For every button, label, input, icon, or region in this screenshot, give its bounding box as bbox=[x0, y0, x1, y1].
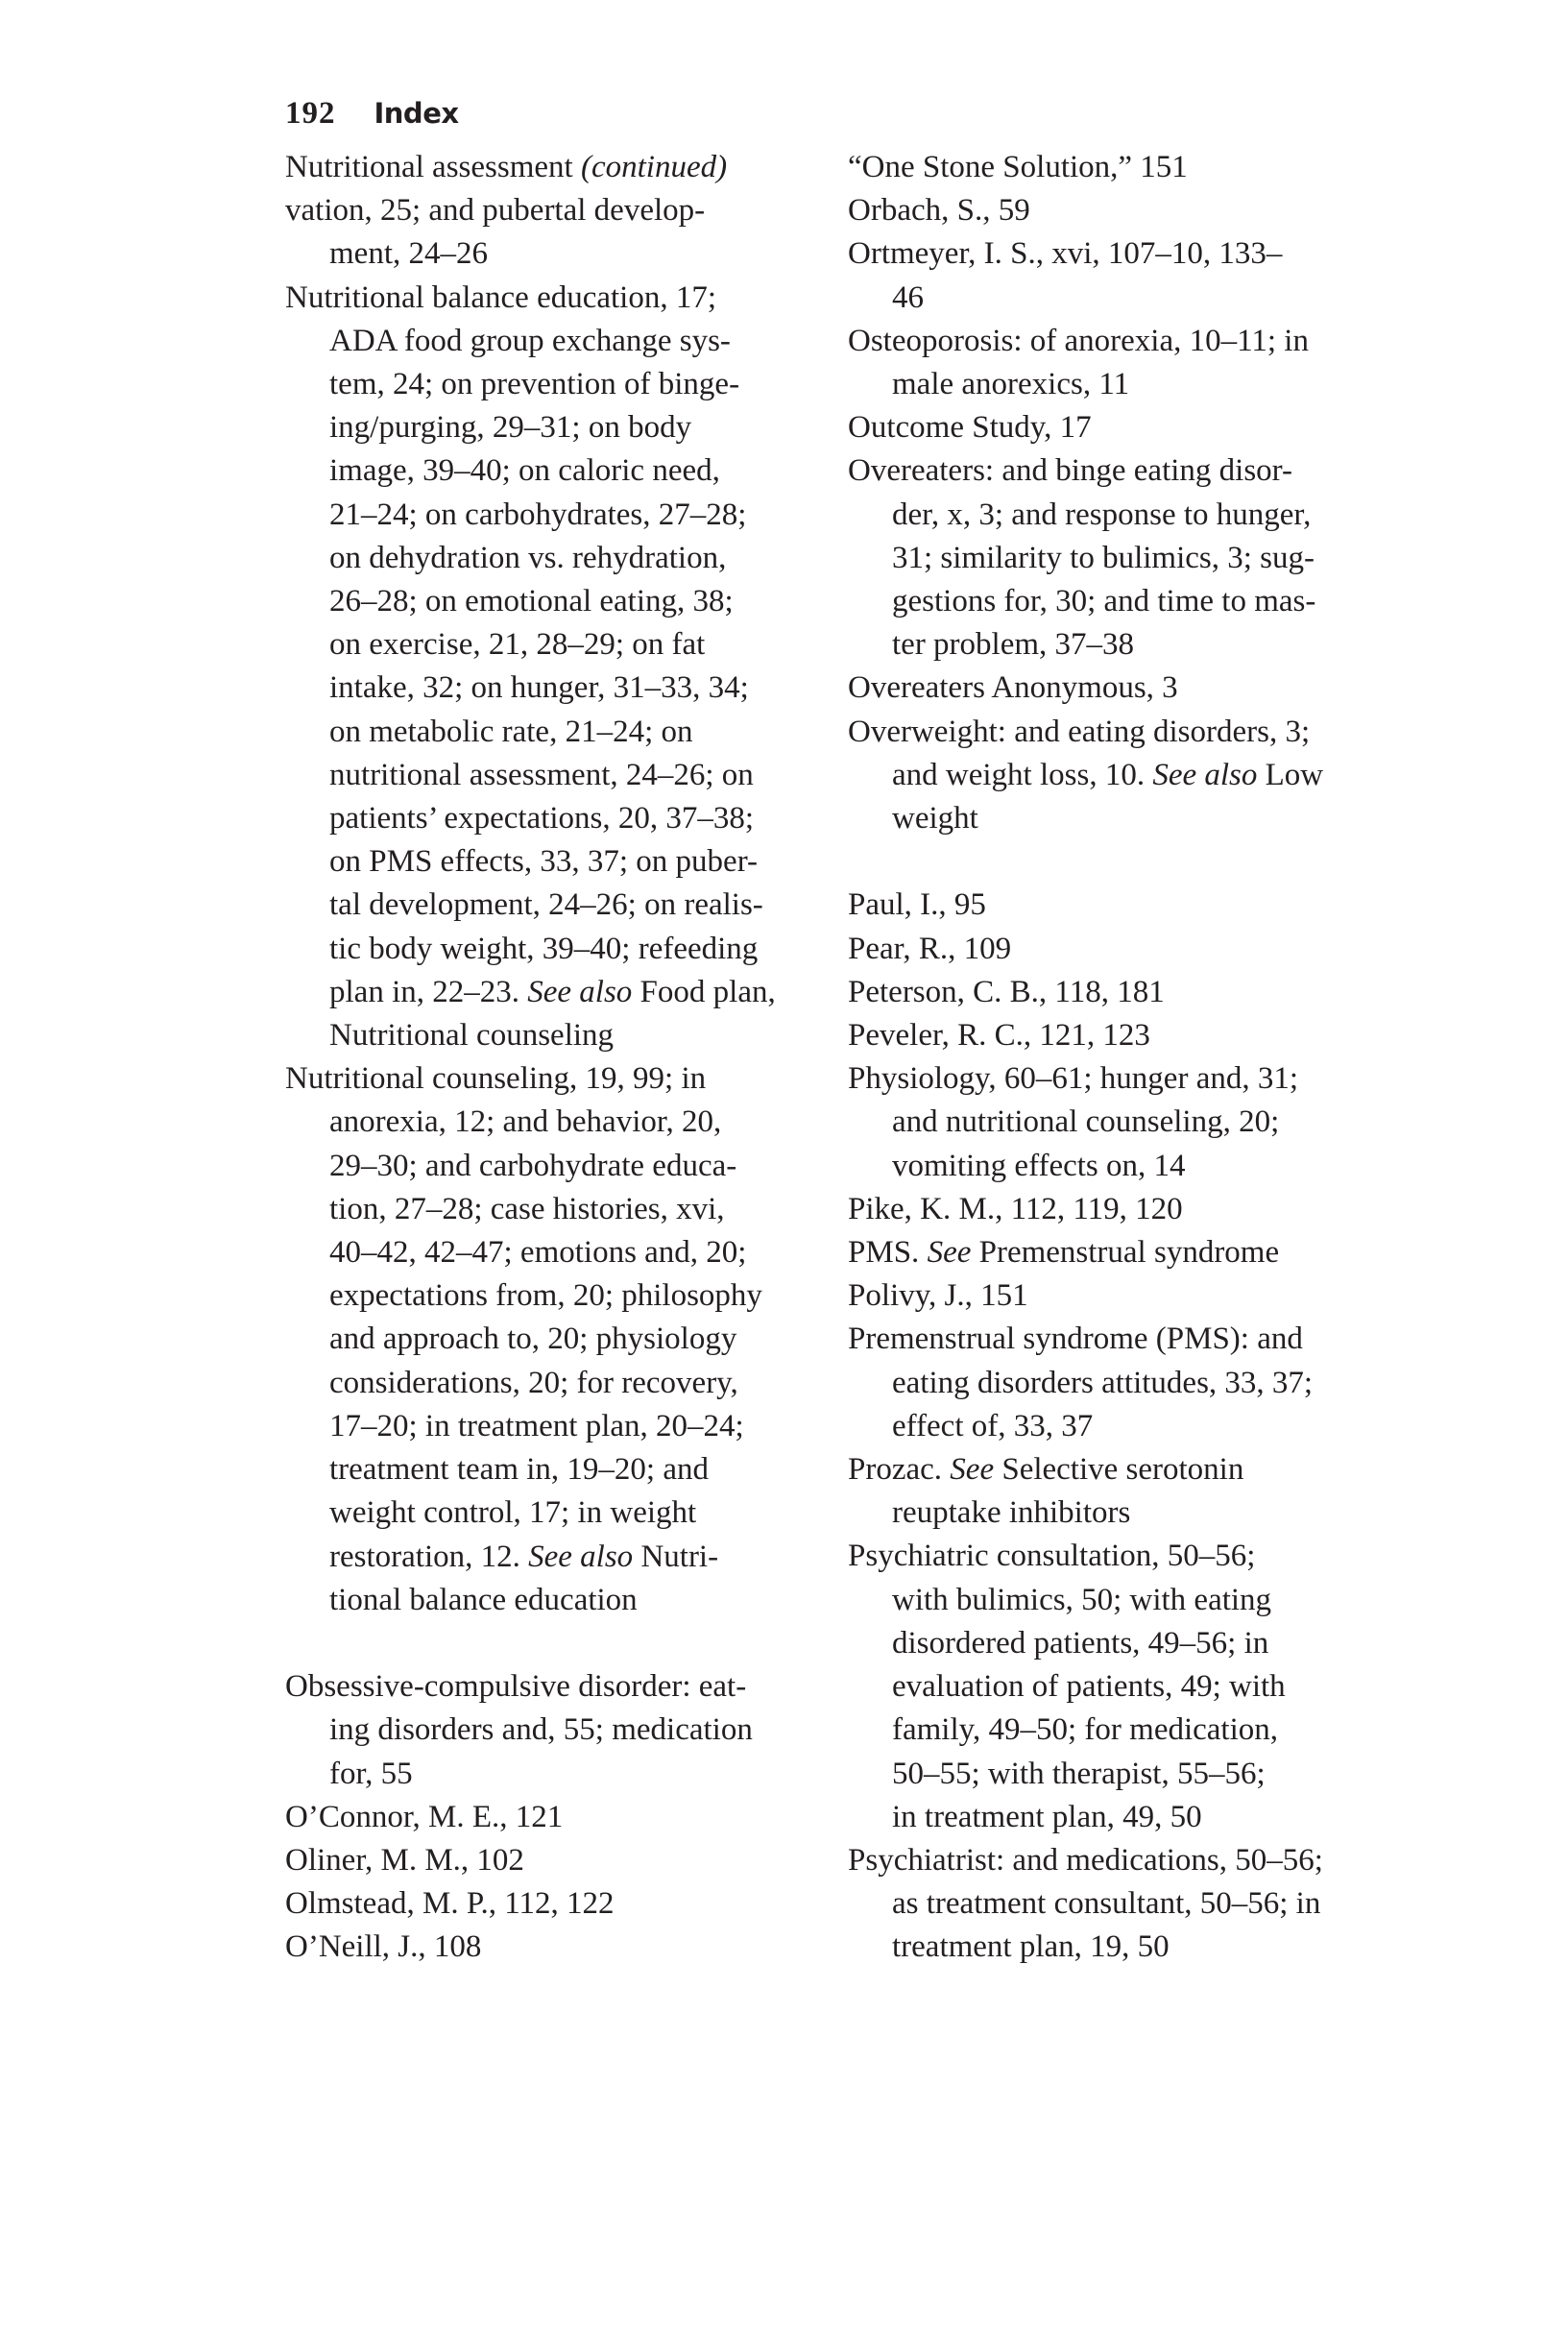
index-subline bbox=[285, 363, 804, 406]
entry-text: Olmstead, M. P., 112, 122 bbox=[285, 1886, 615, 1922]
cross-reference-label: See bbox=[927, 1235, 972, 1271]
entry-text: tional balance education bbox=[329, 1582, 638, 1617]
index-subline bbox=[285, 711, 804, 754]
index-subline bbox=[285, 1405, 804, 1448]
index-headline bbox=[848, 449, 1366, 493]
index-subline bbox=[848, 754, 1366, 797]
entry-text: Nutritional balance education, 17; bbox=[285, 279, 717, 315]
index-subline bbox=[848, 1145, 1366, 1188]
index-headline bbox=[285, 1926, 804, 1969]
entry-text: expectations from, 20; philosophy bbox=[329, 1278, 762, 1314]
entry-text: Psychiatric consultation, 50–56; bbox=[848, 1539, 1256, 1574]
entry-text: Overweight: and eating disorders, 3; bbox=[848, 714, 1311, 749]
index-subline bbox=[285, 1231, 804, 1274]
entry-text: der, x, 3; and response to hunger, bbox=[892, 497, 1312, 532]
index-subline bbox=[848, 363, 1366, 406]
entry-text: Pear, R., 109 bbox=[848, 931, 1012, 966]
index-subline bbox=[285, 797, 804, 840]
index-subline bbox=[848, 277, 1366, 320]
entry-text: in treatment plan, 49, 50 bbox=[892, 1799, 1202, 1834]
entry-text: male anorexics, 11 bbox=[892, 367, 1130, 402]
entry-text: Nutritional counseling bbox=[329, 1018, 615, 1054]
entry-text: tic body weight, 39–40; refeeding bbox=[329, 931, 759, 966]
index-subline bbox=[285, 1188, 804, 1231]
index-headline bbox=[848, 1188, 1366, 1231]
index-subline bbox=[285, 1753, 804, 1796]
entry-text: Polivy, J., 151 bbox=[848, 1278, 1028, 1314]
index-subline bbox=[285, 1274, 804, 1318]
index-subline bbox=[285, 1448, 804, 1491]
entry-text: Oliner, M. M., 102 bbox=[285, 1842, 524, 1878]
entry-text: and weight loss, 10. bbox=[892, 757, 1153, 792]
entry-text: with bulimics, 50; with eating bbox=[892, 1582, 1272, 1617]
index-subline bbox=[848, 1709, 1366, 1752]
index-headline bbox=[848, 1318, 1366, 1361]
index-entry bbox=[285, 1057, 804, 1622]
entry-text: restoration, 12. bbox=[329, 1539, 529, 1574]
index-headline bbox=[285, 1796, 804, 1839]
entry-text: Obsessive-compulsive disorder: eat- bbox=[285, 1669, 747, 1705]
entry-text: ing/purging, 29–31; on body bbox=[329, 410, 692, 446]
entry-text: anorexia, 12; and behavior, 20, bbox=[329, 1104, 722, 1140]
entry-text: effect of, 33, 37 bbox=[892, 1408, 1094, 1443]
entry-text: treatment team in, 19–20; and bbox=[329, 1452, 709, 1488]
letter-group-gap bbox=[285, 1622, 804, 1665]
entry-text: Orbach, S., 59 bbox=[848, 193, 1030, 229]
cross-reference-label: (continued) bbox=[580, 150, 728, 184]
entry-text: tal development, 24–26; on realis- bbox=[329, 887, 763, 923]
cross-reference-target: Food plan, bbox=[632, 974, 776, 1009]
index-entry bbox=[848, 1274, 1366, 1318]
index-headline bbox=[848, 146, 1366, 189]
index-column-right bbox=[848, 146, 1366, 1970]
index-subline bbox=[285, 884, 804, 927]
index-subline bbox=[285, 449, 804, 493]
index-subline bbox=[848, 1796, 1366, 1839]
index-headline bbox=[848, 1231, 1366, 1274]
index-headline bbox=[848, 1448, 1366, 1491]
index-subline bbox=[285, 971, 804, 1014]
entry-text: and nutritional counseling, 20; bbox=[892, 1104, 1280, 1140]
index-entry bbox=[848, 884, 1366, 927]
entry-text: 46 bbox=[892, 279, 924, 315]
index-subline bbox=[285, 1362, 804, 1405]
cross-reference-label: See bbox=[950, 1452, 995, 1488]
index-entry bbox=[848, 711, 1366, 841]
entry-text: 29–30; and carbohydrate educa- bbox=[329, 1148, 737, 1183]
entry-text: on dehydration vs. rehydration, bbox=[329, 540, 727, 575]
entry-text: Prozac. bbox=[848, 1452, 951, 1488]
index-subline bbox=[848, 623, 1366, 667]
index-entry bbox=[848, 928, 1366, 971]
index-subline bbox=[848, 1926, 1366, 1969]
index-headline bbox=[285, 1839, 804, 1882]
index-subline bbox=[285, 1014, 804, 1057]
entry-text: Pike, K. M., 112, 119, 120 bbox=[848, 1191, 1183, 1226]
index-headline bbox=[848, 1839, 1366, 1882]
entry-text: tem, 24; on prevention of binge- bbox=[329, 367, 740, 402]
entry-text: Overeaters: and binge eating disor- bbox=[848, 453, 1292, 489]
index-subline bbox=[848, 797, 1366, 840]
index-headline bbox=[285, 1882, 804, 1926]
entry-text: Physiology, 60–61; hunger and, 31; bbox=[848, 1061, 1299, 1097]
entry-text: Peveler, R. C., 121, 123 bbox=[848, 1018, 1150, 1054]
index-headline bbox=[285, 1057, 804, 1101]
entry-text: reuptake inhibitors bbox=[892, 1495, 1131, 1531]
entry-text: Overeaters Anonymous, 3 bbox=[848, 670, 1178, 706]
index-entry bbox=[848, 667, 1366, 710]
entry-text: family, 49–50; for medication, bbox=[892, 1712, 1279, 1748]
cross-reference-target: Nutri- bbox=[633, 1539, 719, 1574]
index-headline bbox=[848, 1274, 1366, 1318]
entry-text: weight bbox=[892, 801, 978, 837]
index-headline bbox=[848, 884, 1366, 927]
cross-reference-target: Premenstrual syndrome bbox=[971, 1235, 1280, 1271]
index-subline bbox=[848, 1491, 1366, 1535]
index-entry bbox=[285, 1665, 804, 1796]
index-headline bbox=[848, 189, 1366, 232]
index-headline bbox=[848, 667, 1366, 710]
index-headline bbox=[285, 1665, 804, 1709]
index-entry bbox=[285, 1926, 804, 1969]
index-entry bbox=[848, 232, 1366, 319]
index-entry bbox=[848, 1839, 1366, 1970]
cross-reference-label: See also bbox=[1152, 757, 1258, 792]
entry-text: ing disorders and, 55; medication bbox=[329, 1712, 753, 1748]
index-entry bbox=[285, 1796, 804, 1839]
index-column-left bbox=[285, 146, 804, 1970]
entry-text: 21–24; on carbohydrates, 27–28; bbox=[329, 497, 747, 532]
index-subline bbox=[848, 1665, 1366, 1709]
index-entry bbox=[285, 146, 804, 277]
index-subline bbox=[848, 537, 1366, 580]
index-entry bbox=[285, 1882, 804, 1926]
entry-text: Outcome Study, 17 bbox=[848, 410, 1092, 446]
index-headline bbox=[848, 1057, 1366, 1101]
index-headline bbox=[848, 711, 1366, 754]
index-subline bbox=[848, 1362, 1366, 1405]
index-headline bbox=[848, 1535, 1366, 1578]
index-headline bbox=[285, 189, 804, 232]
index-subline bbox=[285, 494, 804, 537]
entry-text: O’Connor, M. E., 121 bbox=[285, 1799, 564, 1834]
index-headline bbox=[285, 146, 804, 189]
index-headline bbox=[848, 928, 1366, 971]
index-entry bbox=[848, 1448, 1366, 1535]
index-entry bbox=[848, 1318, 1366, 1448]
index-entry bbox=[848, 146, 1366, 189]
index-subline bbox=[285, 1709, 804, 1752]
index-subline bbox=[848, 580, 1366, 623]
page-number: 192 bbox=[285, 96, 336, 131]
entry-text: Ortmeyer, I. S., xvi, 107–10, 133– bbox=[848, 236, 1283, 272]
entry-text: Nutritional assessment bbox=[285, 150, 581, 184]
index-subline bbox=[285, 537, 804, 580]
cross-reference-label: See also bbox=[528, 1539, 634, 1574]
section-title: Index bbox=[374, 97, 459, 130]
entry-text: Peterson, C. B., 118, 181 bbox=[848, 974, 1165, 1009]
entry-text: Premenstrual syndrome (PMS): and bbox=[848, 1321, 1303, 1357]
entry-text: vation, 25; and pubertal develop- bbox=[285, 193, 706, 229]
index-subline bbox=[285, 232, 804, 276]
entry-text: ter problem, 37–38 bbox=[892, 627, 1135, 663]
entry-text: ADA food group exchange sys- bbox=[329, 323, 731, 358]
index-subline bbox=[848, 1882, 1366, 1926]
index-subline bbox=[285, 406, 804, 449]
entry-text: treatment plan, 19, 50 bbox=[892, 1929, 1170, 1965]
entry-text: O’Neill, J., 108 bbox=[285, 1929, 482, 1965]
index-entry bbox=[848, 189, 1366, 232]
cross-reference-target: Low bbox=[1257, 757, 1324, 792]
entry-text: 26–28; on emotional eating, 38; bbox=[329, 584, 734, 619]
index-subline bbox=[285, 840, 804, 884]
entry-text: on exercise, 21, 28–29; on fat bbox=[329, 627, 706, 663]
index-subline bbox=[285, 1579, 804, 1622]
entry-text: Osteoporosis: of anorexia, 10–11; in bbox=[848, 323, 1309, 358]
index-headline bbox=[848, 971, 1366, 1014]
entry-text: evaluation of patients, 49; with bbox=[892, 1669, 1286, 1705]
entry-text: intake, 32; on hunger, 31–33, 34; bbox=[329, 670, 749, 706]
index-entry bbox=[848, 1231, 1366, 1274]
index-entry bbox=[848, 1014, 1366, 1057]
index-subline bbox=[848, 1101, 1366, 1144]
index-headline bbox=[848, 320, 1366, 363]
entry-text: considerations, 20; for recovery, bbox=[329, 1365, 738, 1400]
entry-text: “One Stone Solution,” 151 bbox=[848, 150, 1188, 184]
entry-text: tion, 27–28; case histories, xvi, bbox=[329, 1191, 725, 1226]
index-subline bbox=[285, 1491, 804, 1535]
index-subline bbox=[285, 754, 804, 797]
index-subline bbox=[285, 928, 804, 971]
entry-text: PMS. bbox=[848, 1235, 928, 1271]
entry-text: 50–55; with therapist, 55–56; bbox=[892, 1756, 1266, 1791]
index-entry bbox=[848, 971, 1366, 1014]
index-subline bbox=[285, 1318, 804, 1361]
index-subline bbox=[285, 623, 804, 667]
entry-text: patients’ expectations, 20, 37–38; bbox=[329, 801, 755, 837]
index-headline bbox=[848, 1014, 1366, 1057]
entry-text: on PMS effects, 33, 37; on puber- bbox=[329, 844, 759, 880]
index-entry bbox=[848, 1535, 1366, 1838]
index-headline bbox=[285, 277, 804, 320]
entry-text: 40–42, 42–47; emotions and, 20; bbox=[329, 1235, 747, 1271]
entry-text: weight control, 17; in weight bbox=[329, 1495, 697, 1531]
index-subline bbox=[848, 1405, 1366, 1448]
index-subline bbox=[285, 320, 804, 363]
entry-text: and approach to, 20; physiology bbox=[329, 1321, 737, 1357]
index-headline bbox=[848, 232, 1366, 276]
index-entry bbox=[285, 1839, 804, 1882]
index-entry bbox=[848, 1057, 1366, 1188]
index-subline bbox=[848, 494, 1366, 537]
entry-text: image, 39–40; on caloric need, bbox=[329, 453, 720, 489]
index-headline bbox=[848, 406, 1366, 449]
cross-reference-label: See also bbox=[527, 974, 633, 1009]
entry-text: vomiting effects on, 14 bbox=[892, 1148, 1186, 1183]
index-entry bbox=[848, 406, 1366, 449]
index-entry bbox=[848, 1188, 1366, 1231]
entry-text: Psychiatrist: and medications, 50–56; bbox=[848, 1842, 1323, 1878]
entry-text: disordered patients, 49–56; in bbox=[892, 1625, 1269, 1661]
entry-text: 17–20; in treatment plan, 20–24; bbox=[329, 1408, 744, 1443]
cross-reference-target: Selective serotonin bbox=[994, 1452, 1244, 1488]
index-entry bbox=[848, 449, 1366, 667]
index-subline bbox=[285, 1101, 804, 1144]
entry-text: Nutritional counseling, 19, 99; in bbox=[285, 1061, 707, 1097]
entry-text: for, 55 bbox=[329, 1756, 413, 1791]
entry-text: on metabolic rate, 21–24; on bbox=[329, 714, 693, 749]
entry-text: Paul, I., 95 bbox=[848, 887, 986, 923]
index-subline bbox=[285, 667, 804, 710]
index-subline bbox=[285, 1145, 804, 1188]
index-subline bbox=[285, 1536, 804, 1579]
entry-text: gestions for, 30; and time to mas- bbox=[892, 584, 1316, 619]
index-subline bbox=[848, 1622, 1366, 1665]
entry-text: ment, 24–26 bbox=[329, 236, 488, 272]
entry-text: nutritional assessment, 24–26; on bbox=[329, 757, 754, 792]
index-subline bbox=[848, 1753, 1366, 1796]
entry-text: eating disorders attitudes, 33, 37; bbox=[892, 1365, 1314, 1400]
entry-text: 31; similarity to bulimics, 3; sug- bbox=[892, 540, 1315, 575]
running-head bbox=[285, 96, 459, 140]
index-entry bbox=[285, 277, 804, 1058]
index-subline bbox=[285, 580, 804, 623]
letter-group-gap bbox=[848, 840, 1366, 884]
index-entry bbox=[848, 320, 1366, 406]
entry-text: as treatment consultant, 50–56; in bbox=[892, 1886, 1321, 1922]
entry-text: plan in, 22–23. bbox=[329, 974, 528, 1009]
index-subline bbox=[848, 1579, 1366, 1622]
